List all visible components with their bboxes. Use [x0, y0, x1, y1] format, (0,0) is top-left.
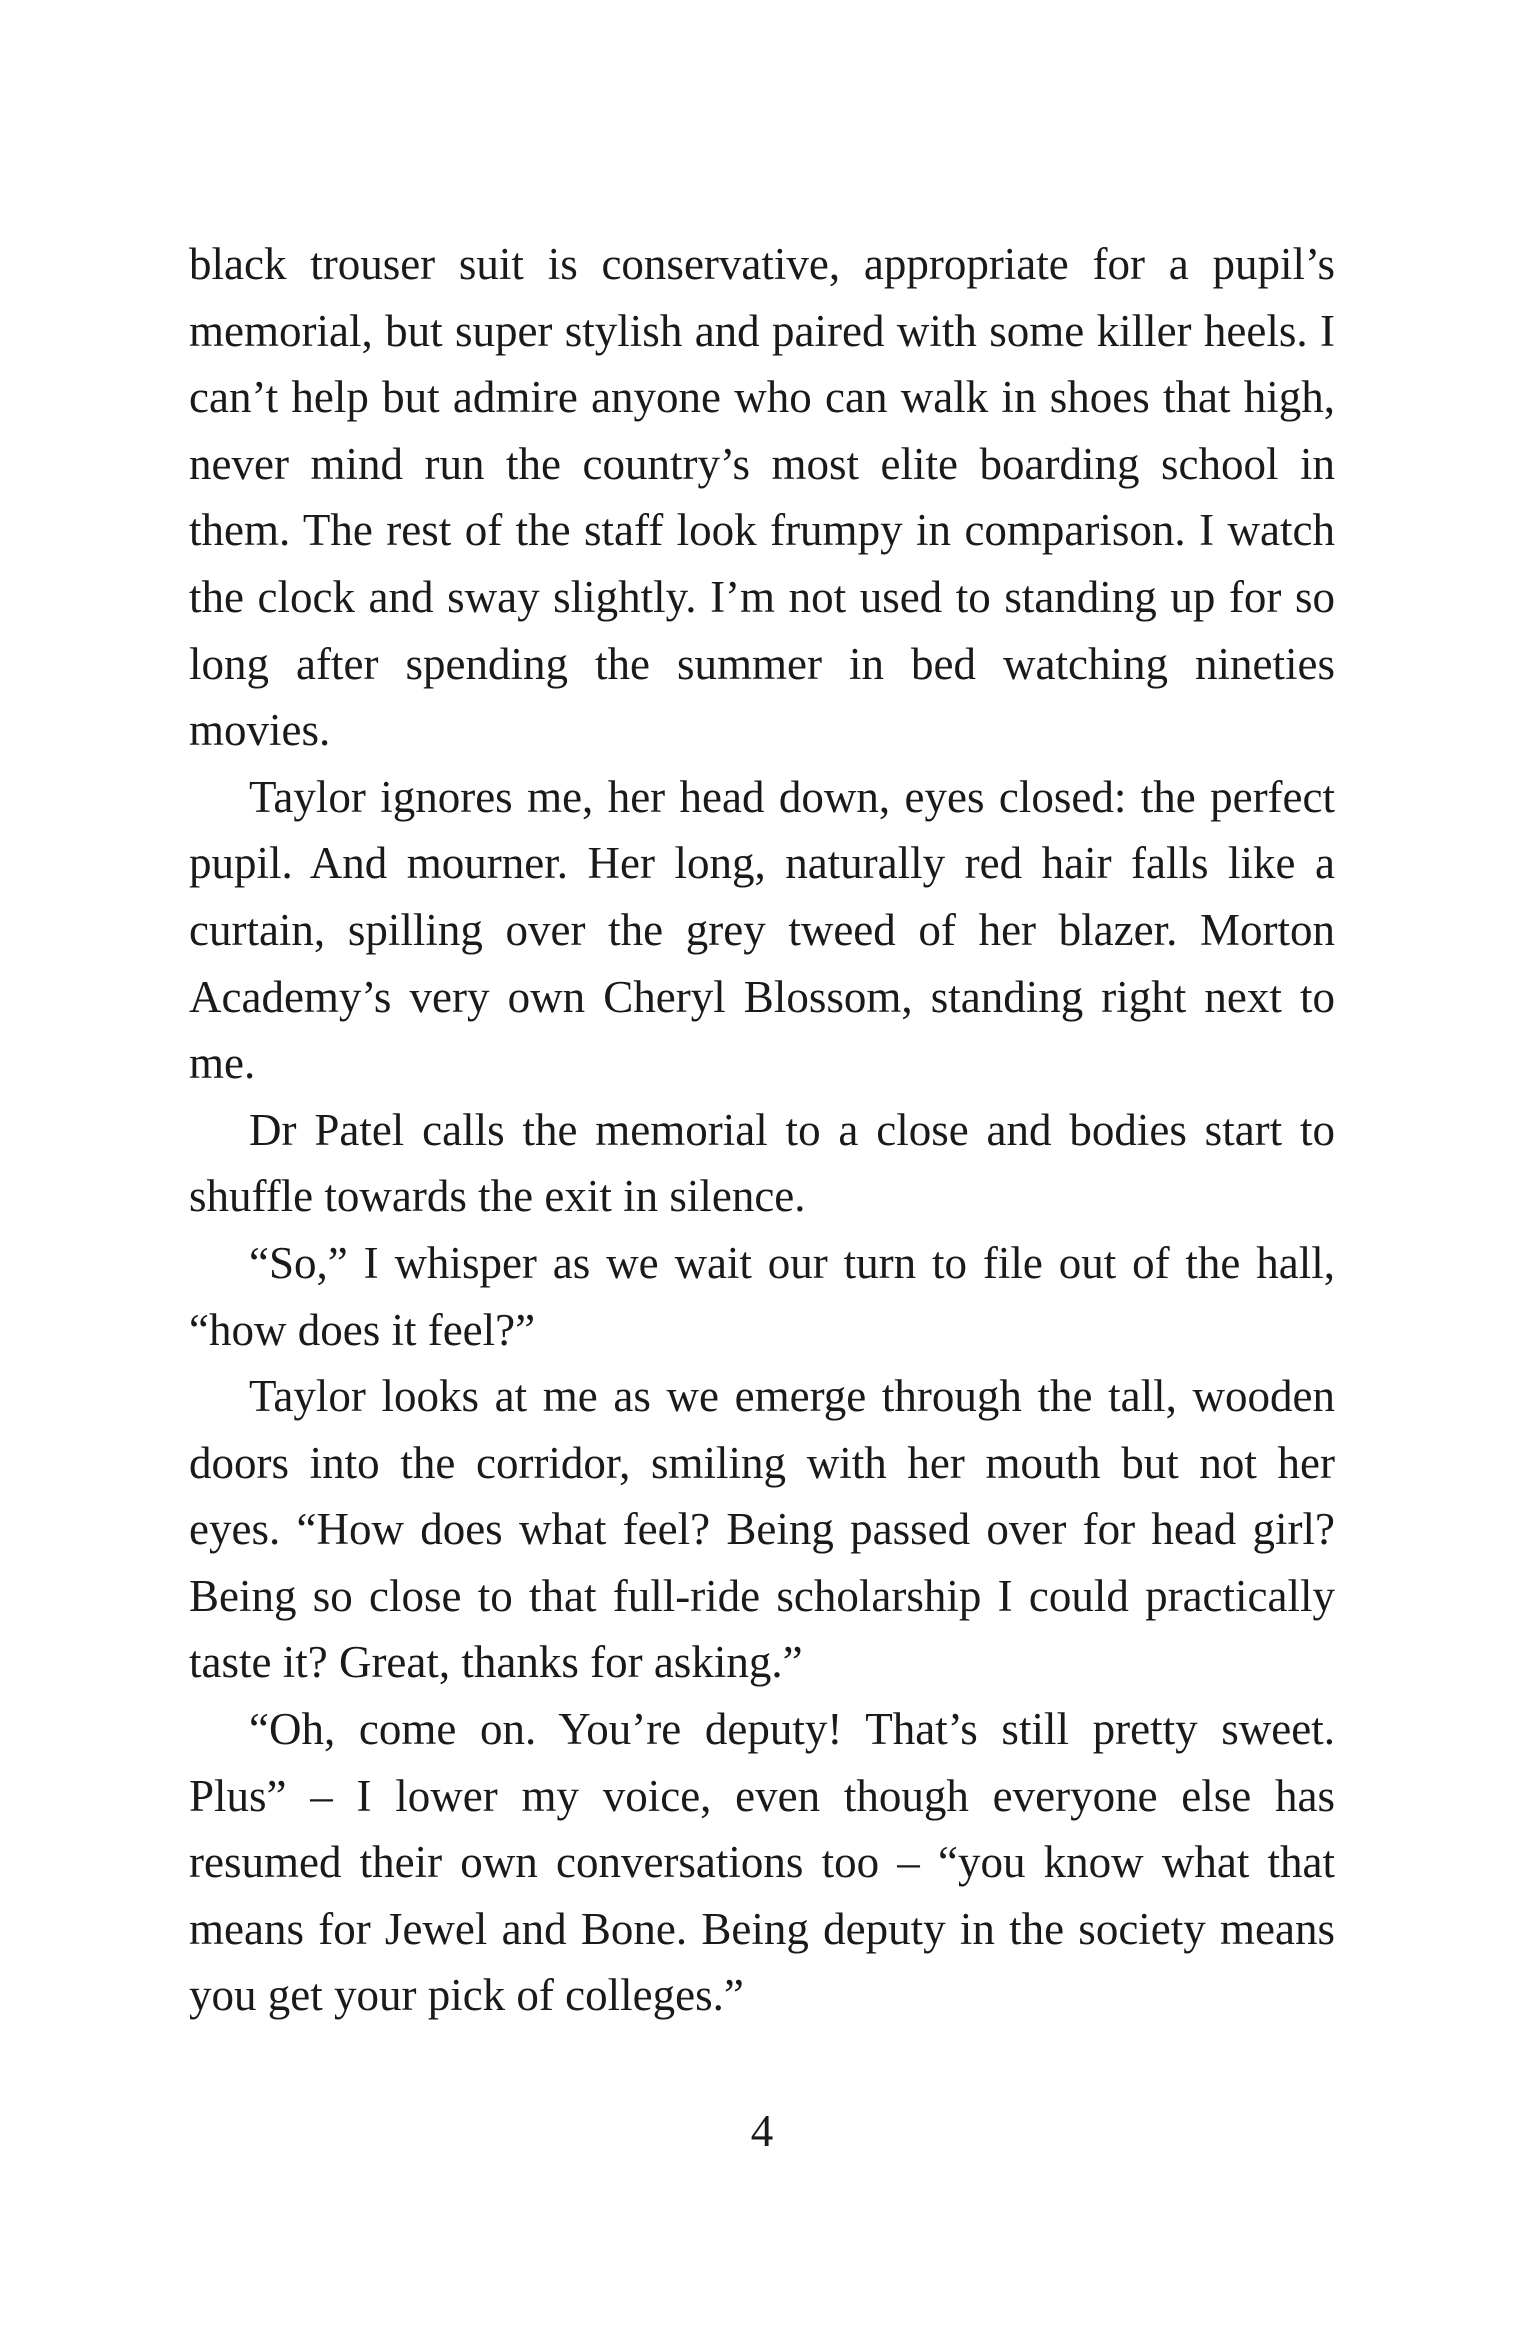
paragraph-5: Taylor looks at me as we emerge through the tall, wooden doors into the corridor, smiling with her mouth but not her eyes. “How does what feel? Being passed over for head girl? Being so close to that full-ride scholarship I could practically taste it? Great, thanks for asking.” — [189, 1371, 1335, 1688]
paragraph-6: “Oh, come on. You’re deputy! That’s still pretty sweet. Plus” – I lower my voice, even though everyone else has resumed their own conversations too – “you know what that means for Jewel and Bone. Being deputy in the society means you get your pick of colleges.” — [189, 1704, 1335, 2021]
body-text — [189, 231, 1335, 2029]
page-number: 4 — [750, 2106, 774, 2156]
paragraph-2: Taylor ignores me, her head down, eyes closed: the perfect pupil. And mourner. Her long, naturally red hair falls like a curtain, spilling over the grey tweed of her blazer. Morton Academy’s very own Cheryl Blossom, standing right next to me. — [189, 771, 1335, 1089]
paragraph-4: “So,” I whisper as we wait our turn to file out of the hall, “how does it feel?” — [189, 1237, 1335, 1355]
paragraph-1: black trouser suit is conservative, appropriate for a pupil’s memorial, but super stylish and paired with some killer heels. I can’t help but admire anyone who can walk in shoes that high, never mind run the country’s most elite boarding school in them. The rest of the staff look frumpy in comparison. I watch the clock and sway slightly. I’m not used to standing up for so long after spending the summer in bed watching nineties movies. — [189, 239, 1335, 756]
paragraph-3: Dr Patel calls the memorial to a close and bodies start to shuffle towards the exit in silence. — [189, 1104, 1335, 1222]
